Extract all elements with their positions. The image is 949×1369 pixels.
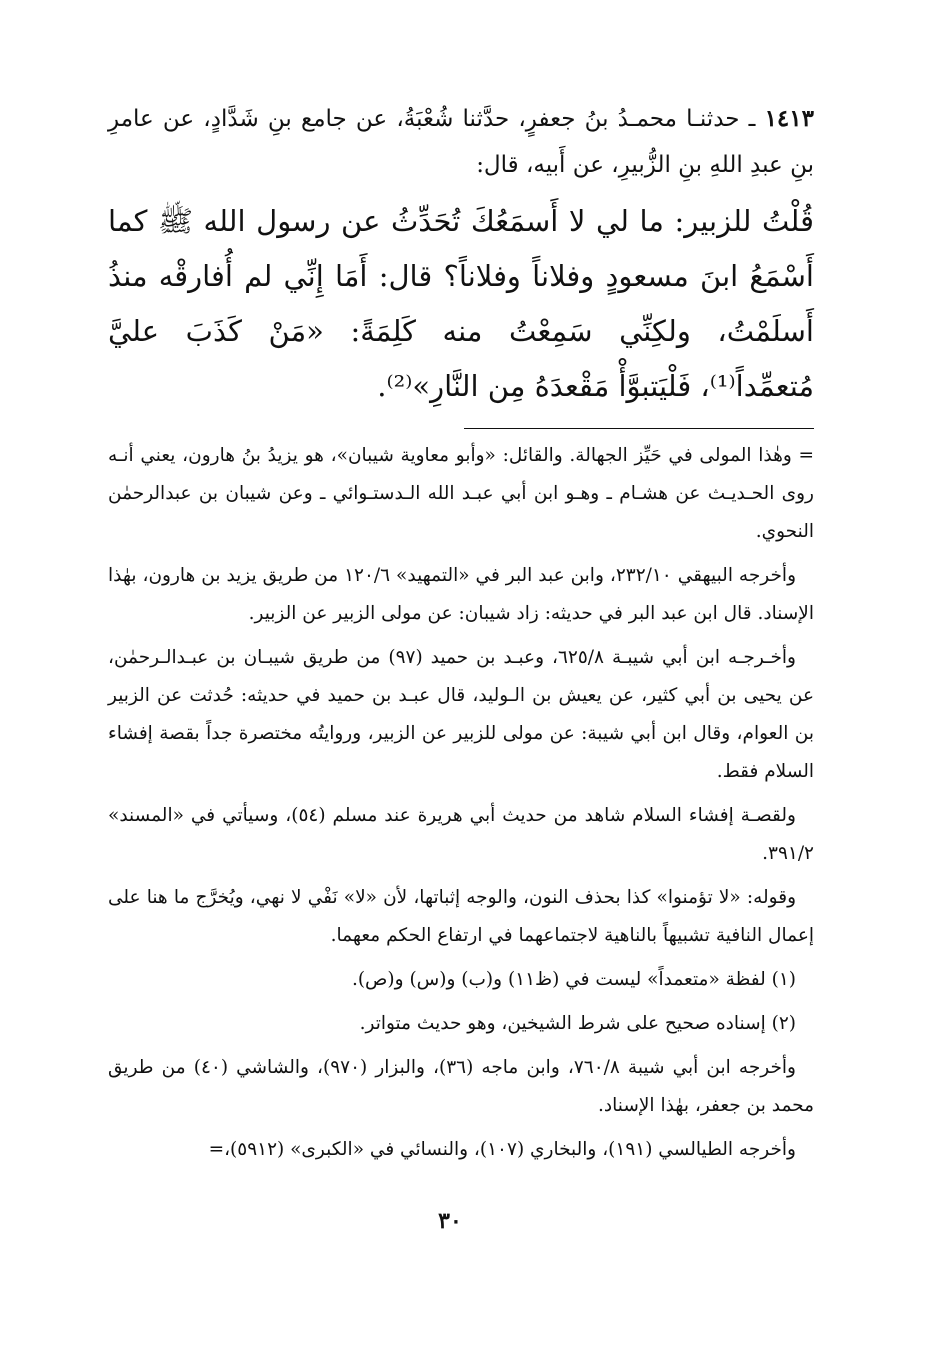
hadith-isnad-text: ـ حدثنـا محمـدُ بنُ جعفرٍ، حدَّثنا شُعْبَةُ، عن جامع بنِ شَدَّادٍ، عن عامرِ بنِ عبدِ اللهِ بنِ الزُّبيرِ، عن أَبيه، قال: [108, 106, 814, 178]
footnote-continued-paragraph: وأخرجه البيهقي ٢٣٢/١٠، وابن عبد البر في «التمهيد» ١٢٠/٦ من طريق يزيد بن هارون، بهٰذا الإسناد. قال ابن عبد البر في حديثه: زاد شيبان: عن مولى الزبير عن الزبير. [108, 565, 814, 624]
hadith-number: ١٤١٣ [764, 105, 814, 132]
footnote-1: (١) لفظة «متعمداً» ليست في (ظ١١) و(ب) و(س) و(ص). [351, 969, 796, 990]
footnote-2: (٢) إسناده صحيح على شرط الشيخين، وهو حديث متواتر. [359, 1013, 796, 1034]
hadith-isnad [108, 96, 814, 188]
footnote-paragraph: وأخرجه ابن أبي شيبة ٧٦٠/٨، وابن ماجه (٣٦)، والبزار (٩٧٠)، والشاشي (٤٠) من طريق محمد بن جعفر، بهٰذا الإسناد. [108, 1057, 814, 1116]
footnote-divider [464, 428, 814, 429]
footnote-continued-paragraph: وأخـرجـه ابن أبي شيبـة ٦٢٥/٨، وعبـد بن حميد (٩٧) من طريق شيبـان بن عبـدالـرحمٰن، عن يحيى بن أبي كثير، عن يعيش بن الـوليد، قال عبـد بن حميد في حديثه: حُدثت عن الزبير بن العوام، وقال ابن أبي شيبة: عن مولى للزبير عن الزبير، وروايتُه مختصرة جداً بقصة إفشاء السلام فقط. [108, 647, 814, 782]
footnote-continued-paragraph: وقوله: «لا تؤمنوا» كذا بحذف النون، والوجه إثباتها، لأن «لا» نَفْي لا نهي، ويُخرَّج ما هنا على إعمال النافية تشبيهاً بالناهية لاجتماعهما في ارتفاع الحكم معهما. [108, 887, 814, 946]
page-number: ٣٠ [438, 1208, 462, 1234]
hadith-matn: قُلْتُ للزبير: ما لي لا أَسمَعُكَ تُحَدِّثُ عن رسول الله ﷺ كما أَسْمَعُ ابنَ مسعودٍ وفلاناً وفلاناً؟ قال: أَمَا إِنِّي لم أُفارقْه منذُ أَسلَمْتُ، ولكِنِّي سَمِعْتُ منه كَلِمَةً: «مَنْ كَذَبَ عليَّ مُتعمِّداً⁽¹⁾، فَلْيَتبوَّأْ مَقْعدَهُ مِن النَّارِ»⁽²⁾. [108, 204, 814, 403]
footnote-paragraph: وأخرجه الطيالسي (١٩١)، والبخاري (١٠٧)، والنسائي في «الكبرى» (٥٩١٢)،= [208, 1139, 796, 1160]
book-page [108, 96, 814, 1276]
footnote-continued-paragraph: = وهٰذا المولى في حَيِّز الجهالة. والقائل: «وأبو معاوية شيبان»، هو يزيدُ بنُ هارون، يعني أنـه روى الحـديـث عن هشـام ـ وهـو ابن أبي عبـد الله الـدستـوائي ـ وعن شيبان بن عبدالرحمٰن النحوي. [108, 445, 814, 542]
footnote-continued-paragraph: ولقصـة إفشاء السلام شاهد من حديث أبي هريرة عند مسلم (٥٤)، وسيأتي في «المسند» ٣٩١/٢. [108, 805, 814, 864]
